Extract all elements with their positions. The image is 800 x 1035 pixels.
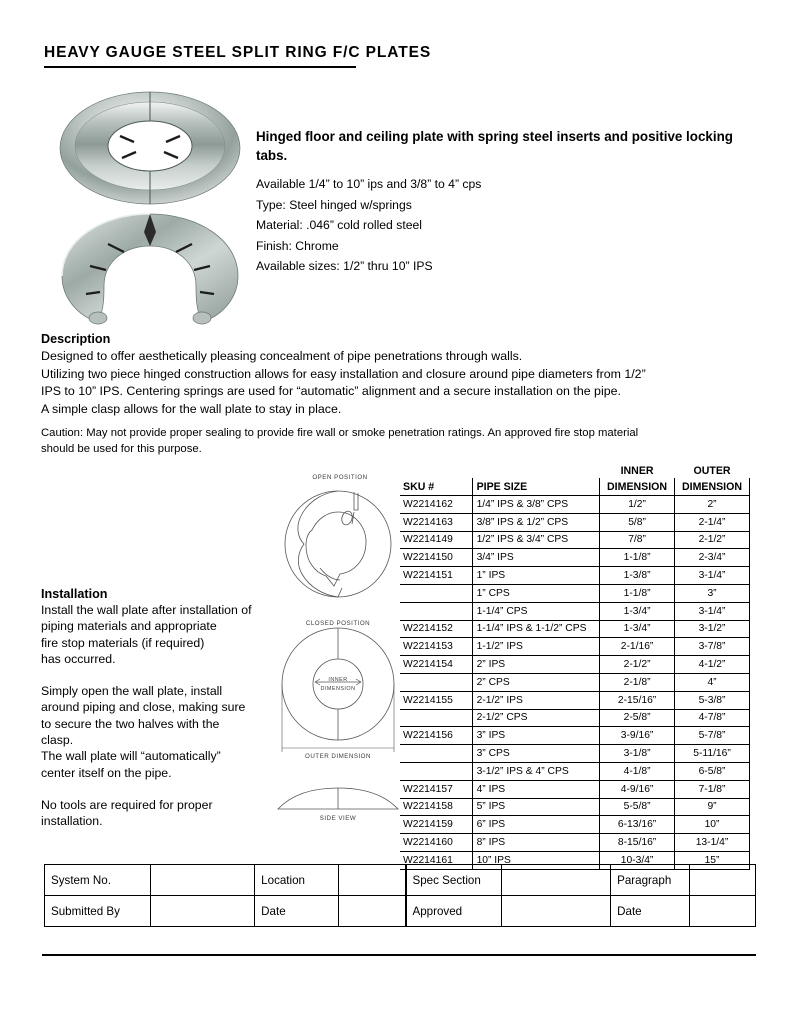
cell-sku: W2214163	[400, 513, 472, 531]
header-sku: SKU #	[400, 478, 472, 496]
cell-inner-dimension: 1-1/8”	[600, 549, 675, 567]
table-row	[400, 727, 750, 745]
cell-inner-dimension: 3-9/16”	[600, 727, 675, 745]
cell-outer-dimension: 3”	[675, 584, 750, 602]
description-heading: Description	[41, 332, 111, 346]
cell-inner-dimension: 2-1/8”	[600, 673, 675, 691]
label-spec-section: Spec Section	[406, 865, 502, 896]
closed-position-label: CLOSED POSITION	[305, 620, 371, 627]
submittal-form-left	[44, 864, 406, 927]
cell-inner-dimension: 7/8”	[600, 531, 675, 549]
cell-sku: W2214160	[400, 834, 472, 852]
installation-line: to secure the two halves with the	[41, 716, 220, 731]
cell-pipe-size: 3/8” IPS & 1/2” CPS	[472, 513, 600, 531]
label-approved: Approved	[406, 896, 502, 927]
cell-inner-dimension: 2-1/16”	[600, 638, 675, 656]
cell-inner-dimension: 5-5/8”	[600, 798, 675, 816]
cell-sku: W2214159	[400, 816, 472, 834]
table-row	[400, 549, 750, 567]
product-spec-available: Available 1/4” to 10” ips and 3/8” to 4” cps	[256, 177, 482, 191]
cell-inner-dimension: 1-3/4”	[600, 620, 675, 638]
installation-line: fire stop materials (if required)	[41, 635, 205, 650]
cell-sku: W2214149	[400, 531, 472, 549]
title-underline-rule	[44, 66, 356, 68]
cell-inner-dimension: 3-1/8”	[600, 745, 675, 763]
table-row	[400, 496, 750, 514]
cell-pipe-size: 1/4” IPS & 3/8” CPS	[472, 496, 600, 514]
label-date: Date	[255, 896, 339, 927]
submittal-form-right	[406, 864, 757, 927]
header-inner-dimension-bottom: DIMENSION	[600, 478, 675, 496]
product-photos	[46, 80, 254, 330]
table-row	[400, 762, 750, 780]
cell-sku: W2214154	[400, 656, 472, 674]
cell-pipe-size: 6” IPS	[472, 816, 600, 834]
table-row	[400, 834, 750, 852]
cell-pipe-size: 3-1/2” IPS & 4” CPS	[472, 762, 600, 780]
installation-line: has occurred.	[41, 651, 116, 666]
cell-sku: W2214156	[400, 727, 472, 745]
description-line: A simple clasp allows for the wall plate to stay in place.	[41, 401, 342, 416]
field-paragraph[interactable]	[690, 865, 756, 896]
label-location: Location	[255, 865, 339, 896]
cell-outer-dimension: 7-1/8”	[675, 780, 750, 798]
cell-outer-dimension: 2”	[675, 496, 750, 514]
page-title: HEAVY GAUGE STEEL SPLIT RING F/C PLATES	[44, 44, 432, 61]
cell-sku	[400, 709, 472, 727]
specification-table	[400, 462, 750, 870]
cell-inner-dimension: 4-1/8”	[600, 762, 675, 780]
cell-outer-dimension: 6-5/8”	[675, 762, 750, 780]
spec-table-head	[400, 462, 750, 496]
cell-outer-dimension: 9”	[675, 798, 750, 816]
cell-pipe-size: 2” IPS	[472, 656, 600, 674]
spec-table-header-row-bottom	[400, 478, 750, 496]
description-line: Utilizing two piece hinged construction allows for easy installation and closure around pipe diameters from 1/2”	[41, 366, 646, 381]
label-submitted-by: Submitted By	[45, 896, 151, 927]
cell-outer-dimension: 3-1/4”	[675, 567, 750, 585]
installation-line: Simply open the wall plate, install	[41, 684, 223, 699]
cell-pipe-size: 1-1/2” IPS	[472, 638, 600, 656]
header-pipe-size: PIPE SIZE	[472, 478, 600, 496]
cell-outer-dimension: 4-1/2”	[675, 656, 750, 674]
cell-pipe-size: 3” CPS	[472, 745, 600, 763]
diagram-open-position	[285, 474, 391, 597]
cell-sku: W2214152	[400, 620, 472, 638]
cell-sku	[400, 584, 472, 602]
table-row	[400, 531, 750, 549]
inner-dimension-label: DIMENSION	[320, 686, 356, 692]
cell-sku	[400, 602, 472, 620]
label-date: Date	[611, 896, 690, 927]
table-row	[406, 896, 756, 927]
cell-outer-dimension: 13-1/4”	[675, 834, 750, 852]
cell-pipe-size: 2” CPS	[472, 673, 600, 691]
description-line: Designed to offer aesthetically pleasing concealment of pipe penetrations through walls.	[41, 349, 523, 363]
cell-sku: W2214162	[400, 496, 472, 514]
cell-inner-dimension: 5/8”	[600, 513, 675, 531]
cell-pipe-size: 1” IPS	[472, 567, 600, 585]
cell-pipe-size: 4” IPS	[472, 780, 600, 798]
table-row	[400, 584, 750, 602]
cell-inner-dimension: 2-1/2”	[600, 656, 675, 674]
diagram-side-view	[278, 788, 398, 822]
field-submitted-by[interactable]	[150, 896, 255, 927]
inner-dimension-label: INNER	[328, 677, 348, 683]
caution-note	[41, 426, 757, 457]
installation-line: Install the wall plate after installation of	[41, 603, 252, 617]
technical-diagrams	[268, 468, 408, 836]
header-outer-dimension-bottom: DIMENSION	[675, 478, 750, 496]
cell-sku: W2214157	[400, 780, 472, 798]
label-system-no: System No.	[45, 865, 151, 896]
cell-sku	[400, 745, 472, 763]
cell-outer-dimension: 3-7/8”	[675, 638, 750, 656]
cell-outer-dimension: 5-11/16”	[675, 745, 750, 763]
table-row	[45, 896, 406, 927]
header-spacer	[400, 462, 472, 478]
installation-line: The wall plate will “automatically”	[41, 749, 221, 764]
cell-outer-dimension: 3-1/4”	[675, 602, 750, 620]
table-row	[400, 780, 750, 798]
installation-section	[41, 586, 286, 830]
cell-outer-dimension: 2-1/2”	[675, 531, 750, 549]
cell-outer-dimension: 5-7/8”	[675, 727, 750, 745]
cell-outer-dimension: 2-3/4”	[675, 549, 750, 567]
cell-inner-dimension: 1/2”	[600, 496, 675, 514]
cell-inner-dimension: 2-5/8”	[600, 709, 675, 727]
cell-pipe-size: 8” IPS	[472, 834, 600, 852]
installation-line: installation.	[41, 814, 103, 829]
cell-sku: W2214151	[400, 567, 472, 585]
paragraph-spacer	[41, 781, 286, 797]
paragraph-spacer	[41, 667, 286, 683]
table-row	[400, 673, 750, 691]
footer-rule	[42, 954, 756, 956]
cell-outer-dimension: 4”	[675, 673, 750, 691]
table-row	[400, 709, 750, 727]
table-row	[45, 865, 406, 896]
header-inner-dimension-top: INNER	[620, 465, 654, 477]
cell-sku: W2214158	[400, 798, 472, 816]
cell-pipe-size: 1” CPS	[472, 584, 600, 602]
cell-outer-dimension: 2-1/4”	[675, 513, 750, 531]
open-position-label: OPEN POSITION	[312, 474, 368, 481]
product-spec-material: Material: .046” cold rolled steel	[256, 218, 422, 233]
outer-dimension-label: OUTER DIMENSION	[305, 753, 371, 760]
photo-closed-plate	[60, 92, 240, 204]
cell-inner-dimension: 8-15/16”	[600, 834, 675, 852]
cell-outer-dimension: 15”	[675, 851, 750, 869]
installation-line: clasp.	[41, 733, 74, 748]
cell-sku: W2214153	[400, 638, 472, 656]
field-date[interactable]	[339, 896, 405, 927]
cell-outer-dimension: 3-1/2”	[675, 620, 750, 638]
cell-inner-dimension: 10-3/4”	[600, 851, 675, 869]
product-headline: Hinged floor and ceiling plate with spring steel inserts and positive locking tabs.	[256, 129, 733, 163]
cell-pipe-size: 2-1/2” CPS	[472, 709, 600, 727]
cell-inner-dimension: 1-1/8”	[600, 584, 675, 602]
cell-pipe-size: 2-1/2” IPS	[472, 691, 600, 709]
cell-pipe-size: 1-1/4” IPS & 1-1/2” CPS	[472, 620, 600, 638]
photo-open-plate	[62, 214, 238, 324]
field-spec-section[interactable]	[502, 865, 611, 896]
installation-heading: Installation	[41, 587, 108, 601]
diagram-closed-position	[282, 620, 394, 760]
product-spec-type: Type: Steel hinged w/springs	[256, 197, 412, 212]
table-row	[400, 620, 750, 638]
cell-sku	[400, 762, 472, 780]
product-summary	[256, 128, 736, 277]
table-row	[400, 602, 750, 620]
header-spacer	[472, 462, 600, 478]
field-system-no[interactable]	[150, 865, 255, 896]
table-row	[400, 656, 750, 674]
cell-inner-dimension: 1-3/8”	[600, 567, 675, 585]
product-spec-sizes: Available sizes: 1/2” thru 10” IPS	[256, 259, 433, 274]
cell-pipe-size: 3” IPS	[472, 727, 600, 745]
product-spec-finish: Finish: Chrome	[256, 238, 339, 253]
cell-pipe-size: 1/2” IPS & 3/4” CPS	[472, 531, 600, 549]
cell-pipe-size: 1-1/4” CPS	[472, 602, 600, 620]
cell-inner-dimension: 1-3/4”	[600, 602, 675, 620]
table-row	[400, 798, 750, 816]
description-line: IPS to 10” IPS. Centering springs are used for “automatic” alignment and a secure installation on the pipe.	[41, 384, 621, 399]
submittal-form	[44, 864, 756, 927]
cell-sku: W2214155	[400, 691, 472, 709]
table-row	[400, 513, 750, 531]
installation-line: piping materials and appropriate	[41, 619, 217, 634]
spec-table-header-row-top	[400, 462, 750, 478]
cell-pipe-size: 3/4” IPS	[472, 549, 600, 567]
caution-line: should be used for this purpose.	[41, 442, 202, 455]
table-row	[400, 691, 750, 709]
table-row	[400, 638, 750, 656]
cell-outer-dimension: 5-3/8”	[675, 691, 750, 709]
caution-line: Caution: May not provide proper sealing to provide fire wall or smoke penetration ratings. An approved fire stop material	[41, 427, 639, 440]
installation-line: around piping and close, making sure	[41, 700, 246, 715]
cell-sku	[400, 673, 472, 691]
cell-inner-dimension: 4-9/16”	[600, 780, 675, 798]
spec-table-body	[400, 496, 750, 870]
cell-sku: W2214161	[400, 851, 472, 869]
cell-sku: W2214150	[400, 549, 472, 567]
table-row	[400, 567, 750, 585]
installation-line: No tools are required for proper	[41, 797, 213, 812]
cell-outer-dimension: 10”	[675, 816, 750, 834]
cell-inner-dimension: 6-13/16”	[600, 816, 675, 834]
installation-line: center itself on the pipe.	[41, 765, 172, 780]
label-paragraph: Paragraph	[611, 865, 690, 896]
side-view-label: SIDE VIEW	[319, 815, 357, 822]
cell-pipe-size: 10” IPS	[472, 851, 600, 869]
header-outer-dimension-top: OUTER	[693, 465, 731, 477]
cell-outer-dimension: 4-7/8”	[675, 709, 750, 727]
table-row	[400, 745, 750, 763]
table-row	[406, 865, 756, 896]
cell-pipe-size: 5” IPS	[472, 798, 600, 816]
field-approved[interactable]	[502, 896, 611, 927]
table-row	[400, 816, 750, 834]
field-location[interactable]	[339, 865, 405, 896]
cell-inner-dimension: 2-15/16”	[600, 691, 675, 709]
description-section	[41, 331, 757, 458]
field-date[interactable]	[690, 896, 756, 927]
